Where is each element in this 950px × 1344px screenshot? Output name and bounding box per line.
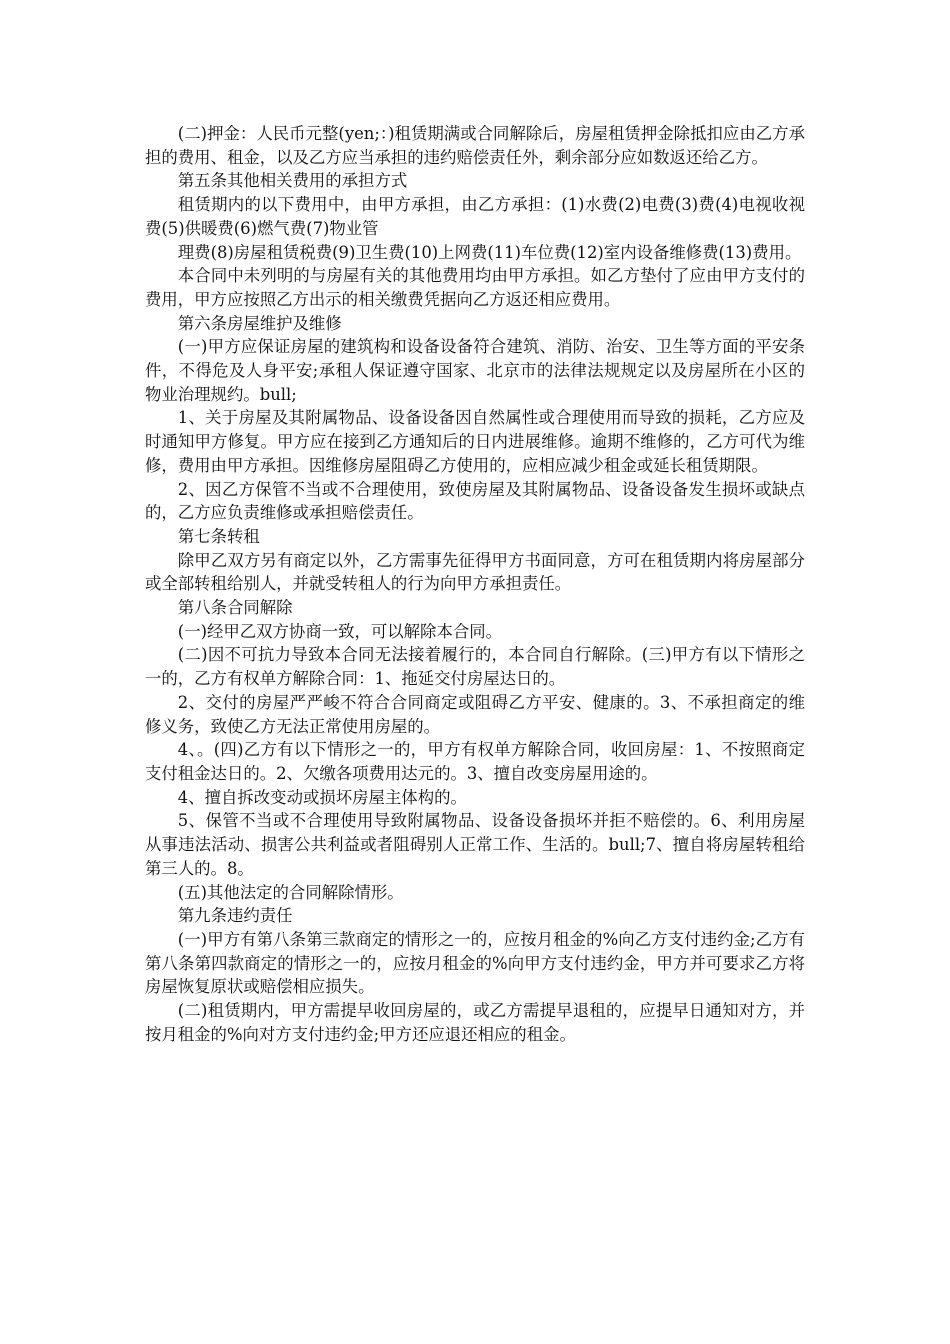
paragraph-termination-4: 4、。(四)乙方有以下情形之一的，甲方有权单方解除合同，收回房屋：1、不按照商定支付租金达日的。2、欠缴各项费用达元的。3、擅自改变房屋用途的。 <box>145 740 805 783</box>
paragraph-deposit: (二)押金：人民币元整(yen;：)租赁期满或合同解除后，房屋租赁押金除抵扣应由乙方承担的费用、租金，以及乙方应当承担的违约赔偿责任外，剩余部分应如数返还给乙方。 <box>145 124 805 167</box>
paragraph-liability-2: (二)租赁期内，甲方需提早收回房屋的，或乙方需提早退租的，应提早日通知对方，并按月租金的%向对方支付违约金;甲方还应退还相应的租金。 <box>145 1001 805 1044</box>
heading-article-5: 第五条其他相关费用的承担方式 <box>177 171 408 191</box>
paragraph-fees-list: 租赁期内的以下费用中，由甲方承担，由乙方承担：(1)水费(2)电费(3)费(4)电视收视费(5)供暖费(6)燃气费(7)物业管 <box>145 195 805 238</box>
paragraph-sublease: 除甲乙双方另有商定以外，乙方需事先征得甲方书面同意，方可在租赁期内将房屋部分或全部转租给别人，并就受转租人的行为向甲方承担责任。 <box>145 550 805 594</box>
paragraph-termination-2: (二)因不可抗力导致本合同无法接着履行的，本合同自行解除。(三)甲方有以下情形之一的，乙方有权单方解除合同：1、拖延交付房屋达日的。 <box>145 645 805 689</box>
paragraph-termination-5: 4、擅自拆改变动或损坏房屋主体构的。 <box>177 787 467 807</box>
heading-article-9: 第九条违约责任 <box>177 906 293 926</box>
paragraph-other-fees: 本合同中未列明的与房屋有关的其他费用均由甲方承担。如乙方垫付了应由甲方支付的费用，甲方应按照乙方出示的相关缴费凭据向乙方返还相应费用。 <box>145 266 805 309</box>
paragraph-maintenance-1: (一)甲方应保证房屋的建筑构和设备设备符合建筑、消防、治安、卫生等方面的平安条件，不得危及人身平安;承租人保证遵守国家、北京市的法律法规规定以及房屋所在小区的物业治理规约。bull; <box>145 337 805 404</box>
paragraph-termination-1: (一)经甲乙双方协商一致，可以解除本合同。 <box>177 621 503 641</box>
paragraph-liability-1: (一)甲方有第八条第三款商定的情形之一的，应按月租金的%向乙方支付违约金;乙方有第八条第四款商定的情形之一的，应按月租金的%向甲方支付违约金，甲方并可要求乙方将房屋恢复原状或赔偿相应损失。 <box>145 929 805 997</box>
paragraph-termination-7: (五)其他法定的合同解除情形。 <box>177 882 404 902</box>
paragraph-fees-list-continued: 理费(8)房屋租赁税费(9)卫生费(10)上网费(11)车位费(12)室内设备维修费(13)费用。 <box>177 242 802 262</box>
heading-article-7: 第七条转租 <box>177 526 260 546</box>
heading-article-6: 第六条房屋维护及维修 <box>177 313 342 333</box>
paragraph-termination-3: 2、交付的房屋严严峻不符合合同商定或阻碍乙方平安、健康的。3、不承担商定的维修义务，致使乙方无法正常使用房屋的。 <box>145 692 805 736</box>
heading-article-8: 第八条合同解除 <box>177 598 293 618</box>
document-page <box>145 122 805 1046</box>
paragraph-maintenance-3: 2、因乙方保管不当或不合理使用，致使房屋及其附属物品、设备设备发生损坏或缺点的，乙方应负责维修或承担赔偿责任。 <box>145 479 805 523</box>
paragraph-maintenance-2: 1、关于房屋及其附属物品、设备设备因自然属性或合理使用而导致的损耗，乙方应及时通知甲方修复。甲方应在接到乙方通知后的日内进展维修。逾期不维修的，乙方可代为维修，费用由甲方承担。因维修房屋阻碍乙方使用的，应相应减少租金或延长租赁期限。 <box>145 408 805 475</box>
paragraph-termination-6: 5、保管不当或不合理使用导致附属物品、设备设备损坏并拒不赔偿的。6、利用房屋从事违法活动、损害公共利益或者阻碍别人正常工作、生活的。bull;7、擅自将房屋转租给第三人的。8。 <box>145 811 805 878</box>
